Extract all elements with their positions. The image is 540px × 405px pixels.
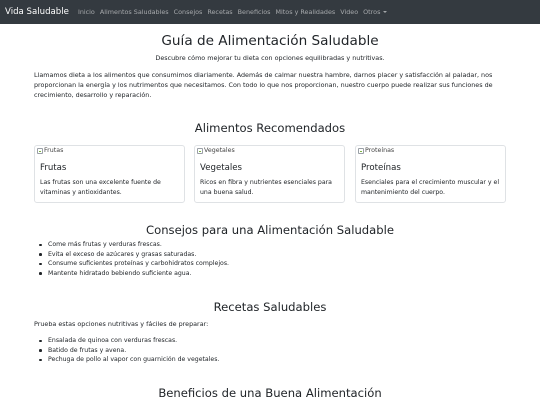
navbar: [0, 0, 540, 24]
nav-item-alimentos-saludables[interactable]: Alimentos Saludables: [99, 8, 169, 16]
list-item: Consume suficientes proteínas y carbohidratos complejos.: [38, 259, 229, 269]
list-item: Evita el exceso de azúcares y grasas saturadas.: [38, 250, 229, 260]
nav-item-video[interactable]: Video: [340, 8, 359, 16]
nav-item-otros-dropdown[interactable]: [363, 8, 387, 16]
card-text: Esenciales para el crecimiento muscular y el mantenimiento del cuerpo.: [361, 179, 500, 196]
card-proteinas: [355, 145, 506, 203]
recipes-list: [38, 336, 219, 365]
nav-item-recetas[interactable]: Recetas: [207, 8, 233, 16]
list-item: Ensalada de quinoa con verduras frescas.: [38, 336, 219, 346]
card-text: Las frutas son una excelente fuente de vitaminas y antioxidantes.: [40, 179, 161, 196]
nav-items: [78, 8, 392, 16]
list-item: Pechuga de pollo al vapor con guarnición de vegetales.: [38, 355, 219, 365]
card-image-alt: Frutas: [44, 147, 64, 154]
list-item: Come más frutas y verduras frescas.: [38, 240, 229, 250]
section-title-tips: Consejos para una Alimentación Saludable: [146, 223, 394, 237]
list-item: Mantente hidratado bebiendo suficiente agua.: [38, 269, 229, 279]
nav-item-otros-label: Otros: [363, 8, 381, 16]
caret-down-icon: [383, 11, 387, 13]
page-title: Guía de Alimentación Saludable: [161, 33, 379, 49]
tips-list: [38, 240, 229, 278]
broken-image-icon: [358, 148, 364, 154]
broken-image-icon: [197, 148, 203, 154]
card-frutas: [34, 145, 185, 203]
card-title: Frutas: [40, 163, 67, 173]
nav-item-consejos[interactable]: Consejos: [173, 8, 203, 16]
card-image: [195, 146, 344, 155]
card-text: Ricos en fibra y nutrientes esenciales para una buena salud.: [200, 179, 332, 196]
card-title: Vegetales: [200, 163, 243, 173]
navbar-brand[interactable]: Vida Saludable: [5, 7, 69, 17]
nav-item-mitos-y-realidades[interactable]: Mitos y Realidades: [275, 8, 336, 16]
card-image-alt: Vegetales: [204, 147, 235, 154]
list-item: Batido de frutas y avena.: [38, 346, 219, 356]
page-subtitle: Descubre cómo mejorar tu dieta con opciones equilibradas y nutritivas.: [155, 54, 385, 62]
broken-image-icon: [37, 148, 43, 154]
card-image: [35, 146, 184, 155]
card-title: Proteínas: [361, 163, 401, 173]
section-title-recommended: Alimentos Recomendados: [194, 121, 346, 135]
section-title-benefits: Beneficios de una Buena Alimentación: [158, 386, 382, 400]
card-image-alt: Proteínas: [365, 147, 395, 154]
nav-item-beneficios[interactable]: Beneficios: [237, 8, 271, 16]
section-title-recipes: Recetas Saludables: [213, 300, 327, 314]
nav-item-inicio[interactable]: Inicio: [77, 8, 95, 16]
card-vegetales: [194, 145, 345, 203]
intro-paragraph: Llamamos dieta a los alimentos que consumimos diariamente. Además de calmar nuestra hambre, darnos placer y satisfacción al paladar, nos proporcionan la energía y los nutrimentos que necesitamos. Con todo lo que nos proporcionan, nuestro cuerpo puede realizar sus funciones de crecimiento, desarrollo y reparación.: [34, 71, 493, 99]
card-image: [356, 146, 505, 155]
recipes-intro: Prueba estas opciones nutritivas y fáciles de preparar:: [34, 320, 209, 328]
